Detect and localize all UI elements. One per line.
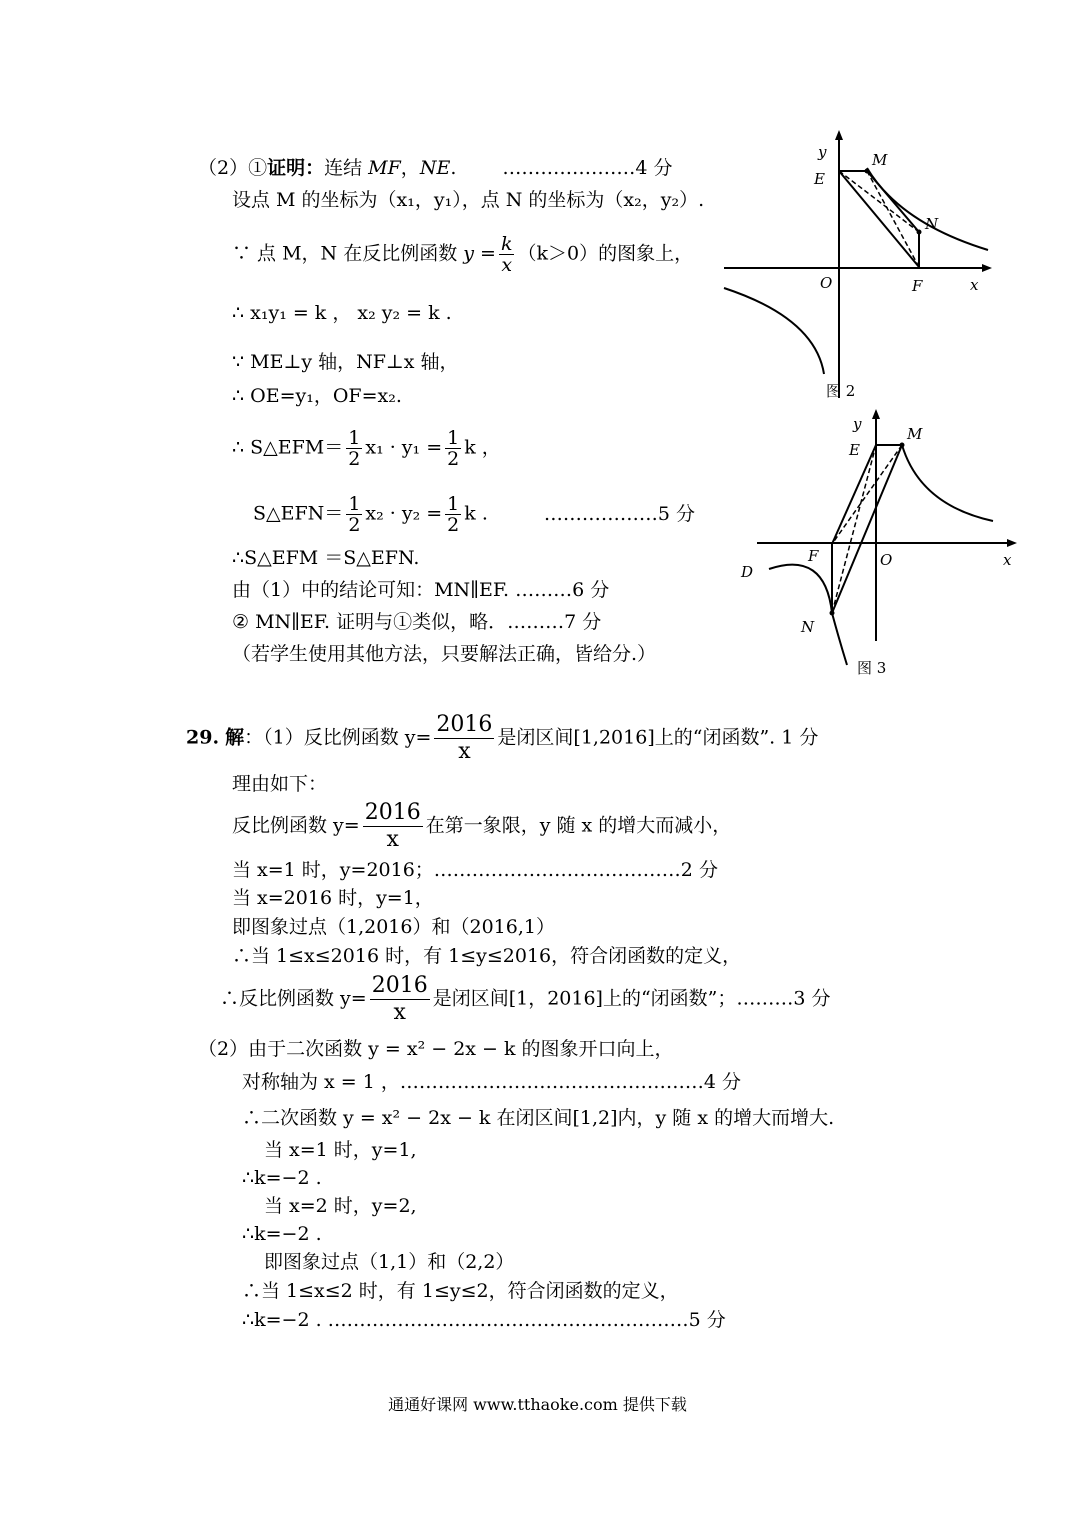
proof-line-function: ∵ 点 M，N 在反比例函数 y = $\frac{k}{x}$ （k＞0）的图象上， [232,233,694,276]
q29-part2-intro: （2）由于二次函数 y = x² − 2x − k 的图象开口向上， [198,1038,674,1060]
q29-reason: 理由如下： [232,773,328,795]
q29-line-1: 29. 解：（1）反比例函数 y= $\frac{2016}{x}$ 是闭区间[1,2016]上的“闭函数”. 1 分 [186,712,819,764]
proof-line-similar: ② MN∥EF. 证明与①类似，略．………7 分 [232,611,602,633]
fig2-e-label: E [814,170,825,188]
q29-decreasing: 反比例函数 y= $\frac{2016}{x}$ 在第一象限，y 随 x 的增大而减小， [232,800,732,852]
q29-x1: 当 x=1 时，y=2016；…………………………………2 分 [232,859,718,881]
figure-3 [735,405,1025,681]
q29-conclusion-2: ∴k=−2 . …………………………………………………5 分 [242,1309,726,1331]
proof-line-perp: ∵ ME⊥y 轴，NF⊥x 轴， [232,351,459,373]
proof-line-equal-areas: ∴S△EFM ＝S△EFN. [232,547,420,569]
q29-x1-y1: 当 x=1 时，y=1, [264,1139,417,1161]
fig2-f-label: F [912,277,923,295]
fig3-caption: 图 3 [857,659,887,677]
fig3-n-label: N [801,618,815,636]
fig3-y-label: y [853,415,862,433]
q29-range: ∴当 1≤x≤2016 时，有 1≤y≤2016，符合闭函数的定义， [232,945,742,967]
fig3-f-label: F [808,547,819,565]
proof-line-area-efn: S△EFN＝ $\frac{1}{2}$ x₂ · y₂ = $\frac{1}{2}$ k . ………………5 分 [253,493,696,536]
fig3-origin-label: O [880,551,893,569]
q29-axis: 对称轴为 x = 1 ，…………………………………………4 分 [242,1071,742,1093]
q29-increasing: ∴二次函数 y = x² − 2x − k 在闭区间[1,2]内，y 随 x 的增大而增大. [242,1107,835,1129]
page-footer: 通通好课网 www.tthaoke.com 提供下载 [388,1395,687,1414]
q29-conclusion-1: ∴反比例函数 y= $\frac{2016}{x}$ 是闭区间[1，2016]上的“闭函数”；………3 分 [220,973,831,1025]
fig2-y-label: y [818,143,827,161]
fig3-e-label: E [849,441,860,459]
proof-heading: （2）①证明：连结 MF，NE. …………………4 分 [198,157,673,179]
fig2-m-label: M [872,151,888,169]
fig3-d-label: D [741,563,754,581]
q29-k-1: ∴k=−2 . [242,1167,322,1189]
fig3-x-label: x [1003,551,1012,569]
fig2-x-label: x [970,276,979,294]
fig2-origin-label: O [820,274,833,292]
q29-points-2: 即图象过点（1,1）和（2,2） [264,1251,515,1273]
q29-k-2: ∴k=−2 . [242,1223,322,1245]
proof-line-parallel: 由（1）中的结论可知：MN∥EF. ………6 分 [232,579,610,601]
q29-x2-y2: 当 x=2 时，y=2, [264,1195,417,1217]
proof-line-coords: 设点 M 的坐标为（x₁，y₁），点 N 的坐标为（x₂，y₂）. [232,189,705,211]
fig3-m-label: M [907,425,923,443]
fig2-n-label: N [925,215,939,233]
q29-points: 即图象过点（1,2016）和（2016,1） [232,916,555,938]
proof-line-product: ∴ x₁y₁ = k ， x₂ y₂ = k . [232,302,452,324]
figure-2 [720,128,995,410]
q29-x2016: 当 x=2016 时，y=1， [232,887,434,909]
proof-line-lengths: ∴ OE=y₁，OF=x₂. [232,385,402,407]
proof-line-note: （若学生使用其他方法，只要解法正确，皆给分.） [232,643,657,665]
proof-line-area-efm: ∴ S△EFM＝ $\frac{1}{2}$ x₁ · y₁ = $\frac{1}{2}$ k ， [232,427,501,470]
q29-range-2: ∴当 1≤x≤2 时，有 1≤y≤2，符合闭函数的定义， [242,1280,679,1302]
fig2-caption: 图 2 [826,382,856,400]
